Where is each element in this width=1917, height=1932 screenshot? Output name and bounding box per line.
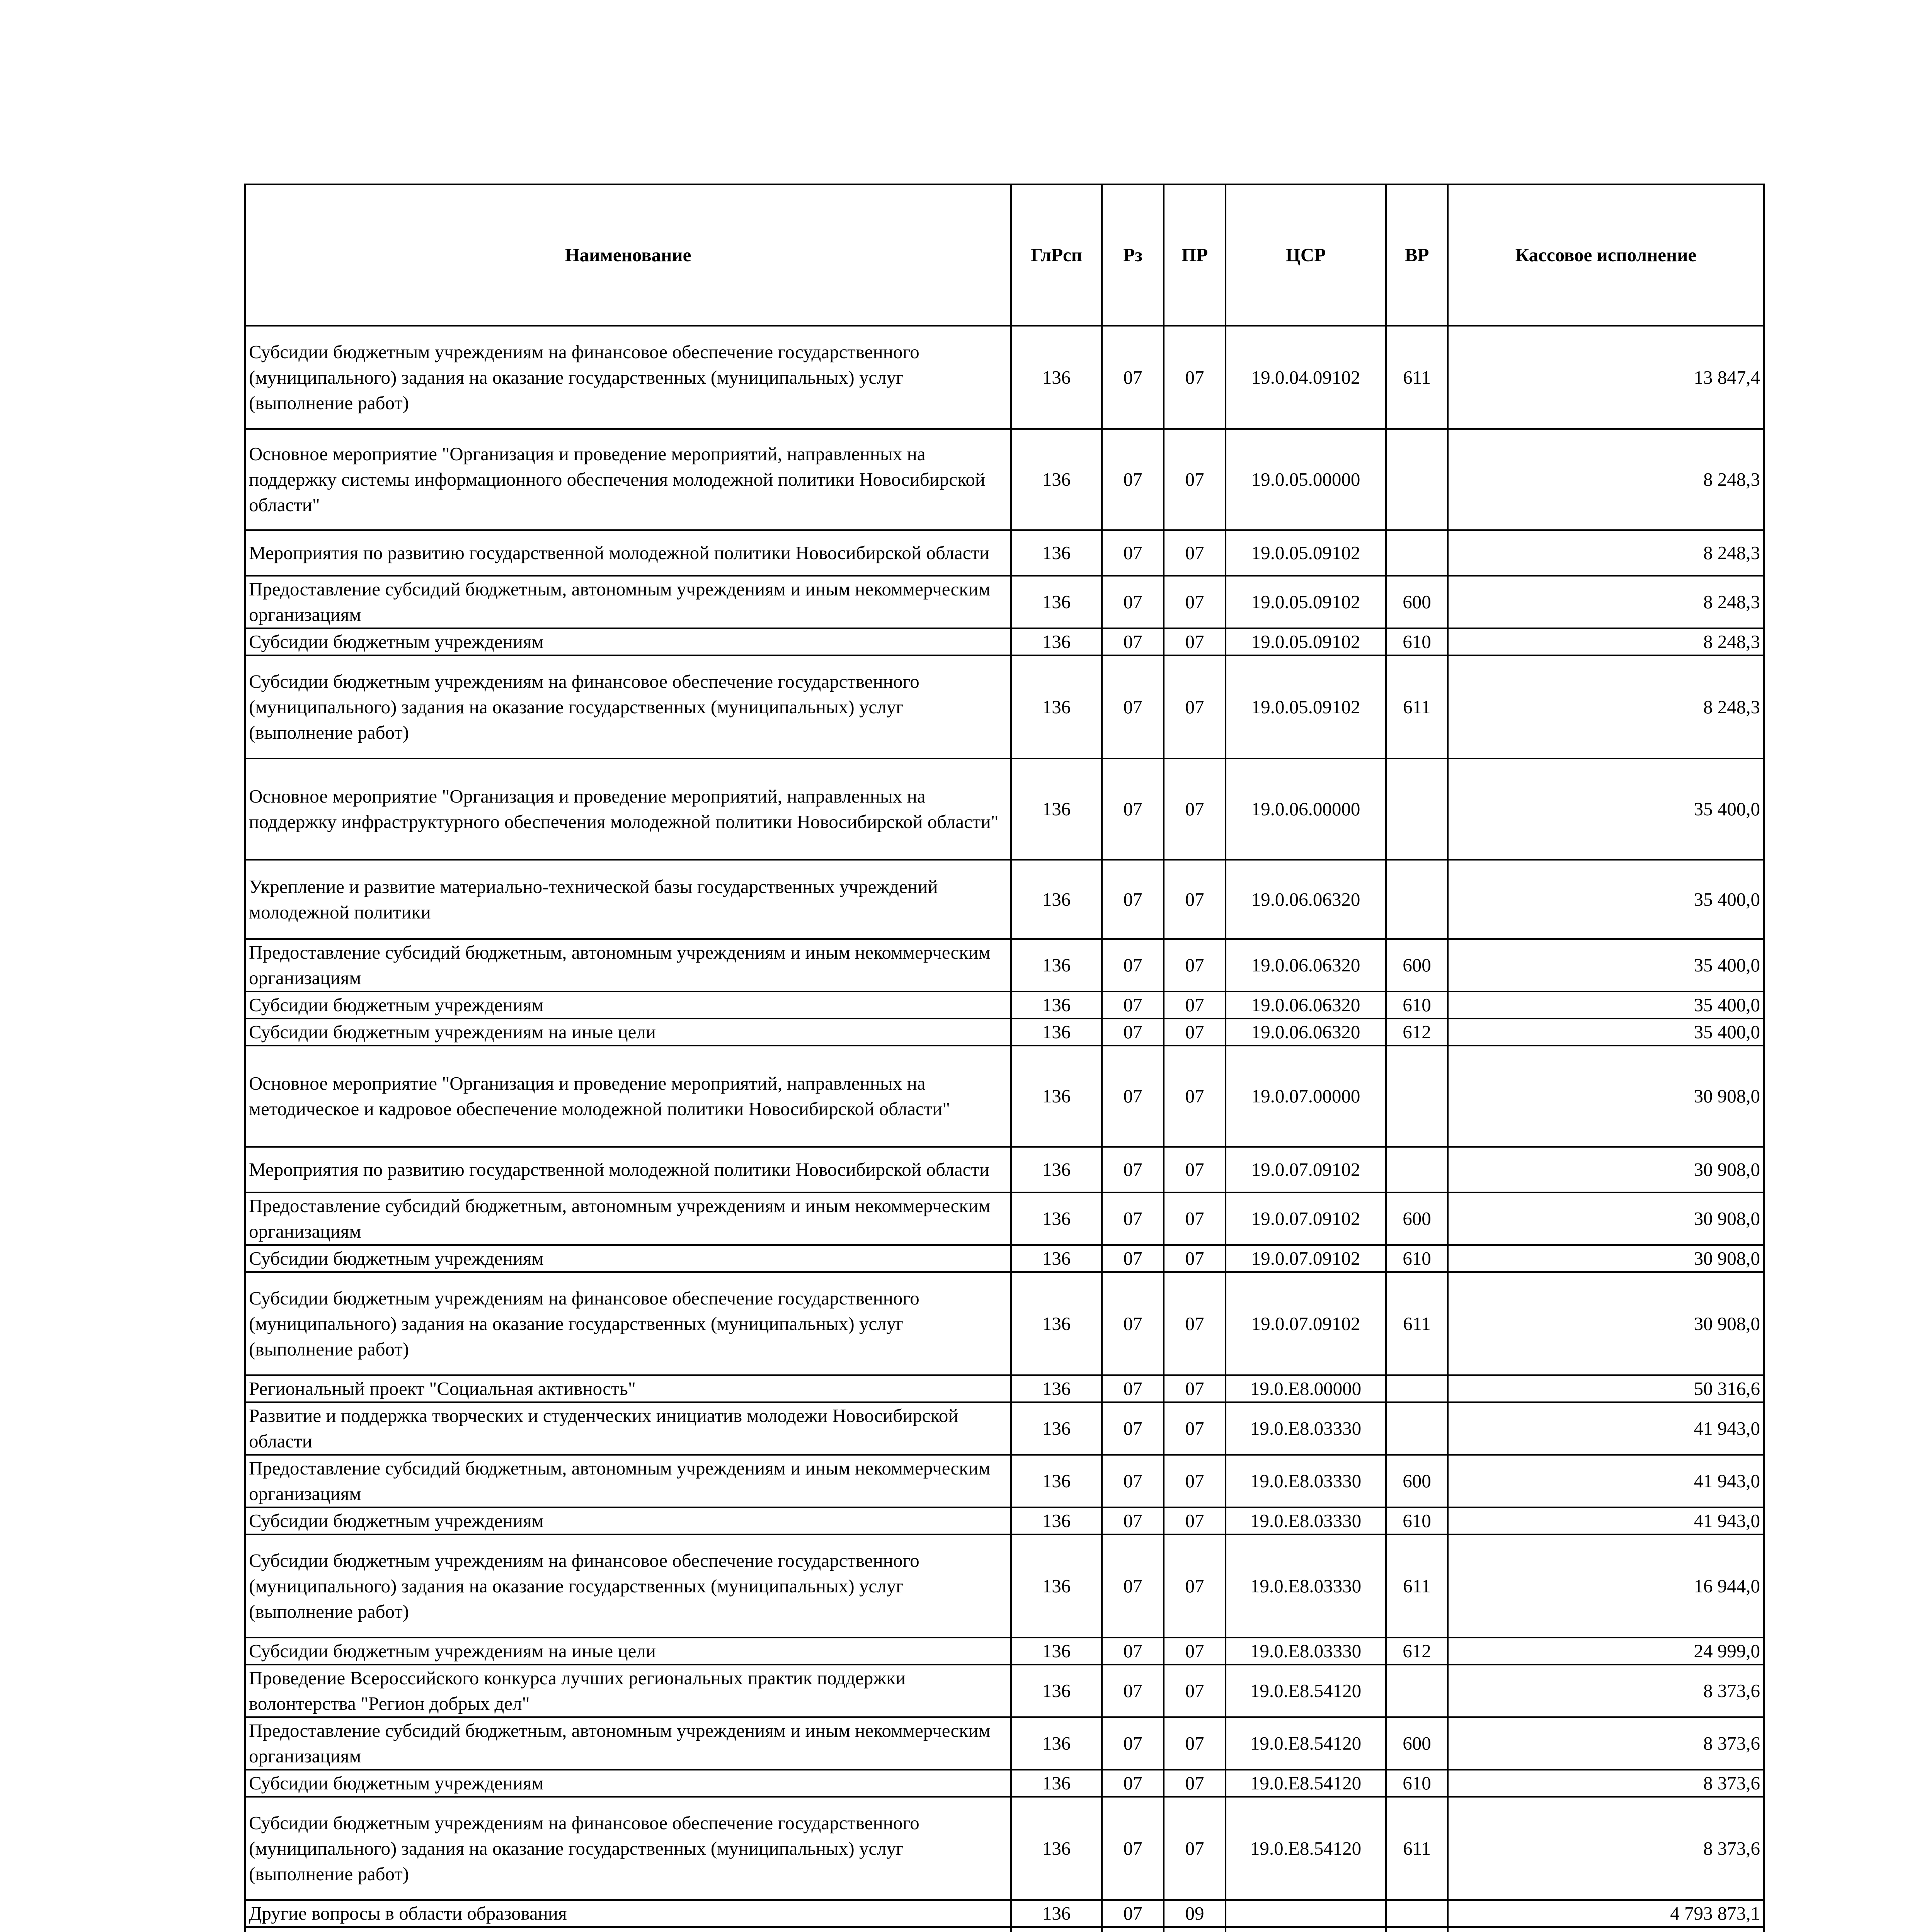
header-glrsp: ГлРсп xyxy=(1011,184,1102,326)
cell-vr xyxy=(1386,1147,1448,1192)
cell-vr: 610 xyxy=(1386,1507,1448,1534)
cell-glrsp: 136 xyxy=(1011,1638,1102,1665)
cell-amount: 35 400,0 xyxy=(1448,860,1764,939)
header-vr: ВР xyxy=(1386,184,1448,326)
cell-glrsp: 136 xyxy=(1011,1046,1102,1147)
cell-amount: 16 944,0 xyxy=(1448,1534,1764,1638)
cell-vr: 600 xyxy=(1386,939,1448,992)
cell-vr: 600 xyxy=(1386,576,1448,628)
cell-pr: 07 xyxy=(1164,1402,1226,1455)
cell-csr: 19.0.05.09102 xyxy=(1226,576,1386,628)
cell-pr: 09 xyxy=(1164,1900,1226,1927)
cell-amount: 35 400,0 xyxy=(1448,759,1764,860)
cell-amount: 8 248,3 xyxy=(1448,655,1764,759)
cell-name: Субсидии бюджетным учреждениям на финансовое обеспечение государственного (муниципального) задания на оказание государственных (муниципальных) услуг (выполнение работ) xyxy=(245,1797,1011,1900)
table-row xyxy=(245,1927,1764,1932)
cell-pr: 07 xyxy=(1164,1638,1226,1665)
cell-rz: 07 xyxy=(1102,530,1164,576)
cell-csr: 19.0.06.00000 xyxy=(1226,759,1386,860)
cell-glrsp: 136 xyxy=(1011,759,1102,860)
cell-glrsp: 136 xyxy=(1011,992,1102,1019)
cell-pr: 07 xyxy=(1164,655,1226,759)
cell-csr: 19.0.E8.03330 xyxy=(1226,1534,1386,1638)
cell-csr: 19.0.E8.54120 xyxy=(1226,1665,1386,1717)
cell-vr: 600 xyxy=(1386,1192,1448,1245)
cell-rz: 07 xyxy=(1102,1665,1164,1717)
cell-glrsp: 136 xyxy=(1011,1455,1102,1507)
cell-rz: 07 xyxy=(1102,1147,1164,1192)
table-row xyxy=(245,530,1764,576)
cell-vr xyxy=(1386,1046,1448,1147)
cell-glrsp: 136 xyxy=(1011,1900,1102,1927)
cell-glrsp: 136 xyxy=(1011,860,1102,939)
cell-name: Основное мероприятие "Организация и проведение мероприятий, направленных на методическое и кадровое обеспечение молодежной политики Новосибирской области" xyxy=(245,1046,1011,1147)
cell-name: Субсидии бюджетным учреждениям xyxy=(245,992,1011,1019)
cell-pr: 07 xyxy=(1164,1797,1226,1900)
cell-name: Проведение Всероссийского конкурса лучших региональных практик поддержки волонтерства "Регион добрых дел" xyxy=(245,1665,1011,1717)
cell-vr: 611 xyxy=(1386,326,1448,429)
cell-name: Субсидии бюджетным учреждениям на финансовое обеспечение государственного (муниципального) задания на оказание государственных (муниципальных) услуг (выполнение работ) xyxy=(245,1534,1011,1638)
cell-rz: 07 xyxy=(1102,1375,1164,1402)
header-amount: Кассовое исполнение xyxy=(1448,184,1764,326)
cell-name: Предоставление субсидий бюджетным, автономным учреждениям и иным некоммерческим организациям xyxy=(245,1192,1011,1245)
cell-pr: 07 xyxy=(1164,1534,1226,1638)
cell-vr: 610 xyxy=(1386,628,1448,655)
cell-glrsp: 136 xyxy=(1011,429,1102,530)
cell-amount: 35 400,0 xyxy=(1448,939,1764,992)
table-row xyxy=(245,628,1764,655)
cell-csr: 19.0.05.09102 xyxy=(1226,655,1386,759)
cell-pr: 07 xyxy=(1164,1455,1226,1507)
cell-csr: 19.0.E8.03330 xyxy=(1226,1455,1386,1507)
cell-name: Субсидии бюджетным учреждениям xyxy=(245,1507,1011,1534)
table-row xyxy=(245,326,1764,429)
cell-rz: 07 xyxy=(1102,1046,1164,1147)
cell-rz: 07 xyxy=(1102,628,1164,655)
cell-vr: 612 xyxy=(1386,1638,1448,1665)
table-row xyxy=(245,1375,1764,1402)
cell-rz: 07 xyxy=(1102,655,1164,759)
table-row xyxy=(245,1455,1764,1507)
cell-amount: 8 248,3 xyxy=(1448,429,1764,530)
cell-pr: 07 xyxy=(1164,429,1226,530)
cell-csr: 19.0.E8.03330 xyxy=(1226,1638,1386,1665)
cell-pr: 07 xyxy=(1164,1046,1226,1147)
table-row xyxy=(245,860,1764,939)
cell-name: Мероприятия по развитию государственной молодежной политики Новосибирской области xyxy=(245,1147,1011,1192)
table-row xyxy=(245,1192,1764,1245)
cell-rz: 07 xyxy=(1102,759,1164,860)
cell-name: Другие вопросы в области образования xyxy=(245,1900,1011,1927)
cell-csr: 19.0.E8.54120 xyxy=(1226,1717,1386,1770)
cell-name: Предоставление субсидий бюджетным, автономным учреждениям и иным некоммерческим организациям xyxy=(245,1455,1011,1507)
table-row xyxy=(245,1046,1764,1147)
cell-rz: 07 xyxy=(1102,1638,1164,1665)
cell-vr xyxy=(1386,759,1448,860)
cell-glrsp: 136 xyxy=(1011,1797,1102,1900)
cell-amount: 30 908,0 xyxy=(1448,1272,1764,1375)
table-row xyxy=(245,1638,1764,1665)
cell-rz: 07 xyxy=(1102,576,1164,628)
cell-csr: 19.0.E8.03330 xyxy=(1226,1507,1386,1534)
cell-pr: 07 xyxy=(1164,1375,1226,1402)
table-row xyxy=(245,1147,1764,1192)
cell-amount: 35 400,0 xyxy=(1448,1019,1764,1046)
table-row xyxy=(245,655,1764,759)
cell-rz: 07 xyxy=(1102,1272,1164,1375)
cell-amount: 8 373,6 xyxy=(1448,1717,1764,1770)
cell-glrsp: 136 xyxy=(1011,1375,1102,1402)
table-row xyxy=(245,1019,1764,1046)
cell-glrsp: 136 xyxy=(1011,628,1102,655)
cell-csr: 19.0.06.06320 xyxy=(1226,1019,1386,1046)
cell-rz: 07 xyxy=(1102,326,1164,429)
table-row xyxy=(245,1797,1764,1900)
cell-vr xyxy=(1386,1375,1448,1402)
header-name: Наименование xyxy=(245,184,1011,326)
cell-csr xyxy=(1226,1900,1386,1927)
cell-amount: 30 908,0 xyxy=(1448,1245,1764,1272)
table-header-row xyxy=(245,184,1764,326)
cell-name: Субсидии бюджетным учреждениям xyxy=(245,628,1011,655)
cell-amount: 30 908,0 xyxy=(1448,1192,1764,1245)
table-row xyxy=(245,1534,1764,1638)
cell-pr: 07 xyxy=(1164,326,1226,429)
cell-name: Субсидии бюджетным учреждениям на финансовое обеспечение государственного (муниципального) задания на оказание государственных (муниципальных) услуг (выполнение работ) xyxy=(245,1272,1011,1375)
cell-vr: 611 xyxy=(1386,1534,1448,1638)
header-csr: ЦСР xyxy=(1226,184,1386,326)
cell-amount: 30 908,0 xyxy=(1448,1046,1764,1147)
cell-vr xyxy=(1386,1900,1448,1927)
cell-pr: 07 xyxy=(1164,1770,1226,1797)
cell-csr: 19.0.05.09102 xyxy=(1226,530,1386,576)
cell-glrsp: 136 xyxy=(1011,1717,1102,1770)
cell-vr: 600 xyxy=(1386,1717,1448,1770)
table-body xyxy=(245,326,1764,1932)
cell-rz: 07 xyxy=(1102,1770,1164,1797)
cell-rz: 07 xyxy=(1102,1455,1164,1507)
table-row xyxy=(245,1717,1764,1770)
cell-glrsp: 136 xyxy=(1011,655,1102,759)
cell-amount: 41 943,0 xyxy=(1448,1455,1764,1507)
cell-name: Субсидии бюджетным учреждениям на иные цели xyxy=(245,1638,1011,1665)
cell-glrsp: 136 xyxy=(1011,1770,1102,1797)
cell-csr: 19.0.E8.54120 xyxy=(1226,1797,1386,1900)
cell-name: Развитие и поддержка творческих и студенческих инициатив молодежи Новосибирской области xyxy=(245,1402,1011,1455)
cell-rz: 07 xyxy=(1102,992,1164,1019)
cell-rz: 07 xyxy=(1102,1717,1164,1770)
cell-csr: 19.0.05.09102 xyxy=(1226,628,1386,655)
cell-name: Предоставление субсидий бюджетным, автономным учреждениям и иным некоммерческим организациям xyxy=(245,1717,1011,1770)
cell-amount: 13 847,4 xyxy=(1448,326,1764,429)
cell-csr: 19.0.E8.03330 xyxy=(1226,1402,1386,1455)
cell-amount: 8 248,3 xyxy=(1448,576,1764,628)
cell-rz xyxy=(1102,1927,1164,1932)
cell-glrsp: 136 xyxy=(1011,326,1102,429)
cell-csr: 19.0.07.09102 xyxy=(1226,1192,1386,1245)
header-rz: Рз xyxy=(1102,184,1164,326)
cell-glrsp: 136 xyxy=(1011,1665,1102,1717)
cell-rz: 07 xyxy=(1102,1019,1164,1046)
cell-vr: 600 xyxy=(1386,1455,1448,1507)
cell-pr: 07 xyxy=(1164,1665,1226,1717)
cell-amount: 8 373,6 xyxy=(1448,1770,1764,1797)
cell-csr: 19.0.07.00000 xyxy=(1226,1046,1386,1147)
cell-pr: 07 xyxy=(1164,1717,1226,1770)
cell-name: Мероприятия по развитию государственной молодежной политики Новосибирской области xyxy=(245,530,1011,576)
cell-vr: 610 xyxy=(1386,1245,1448,1272)
cell-rz: 07 xyxy=(1102,860,1164,939)
budget-execution-table xyxy=(244,184,1765,1932)
cell-name: Субсидии бюджетным учреждениям xyxy=(245,1770,1011,1797)
cell-glrsp: 136 xyxy=(1011,939,1102,992)
table-row xyxy=(245,1272,1764,1375)
cell-amount: 41 943,0 xyxy=(1448,1402,1764,1455)
cell-vr xyxy=(1386,429,1448,530)
cell-pr: 07 xyxy=(1164,1019,1226,1046)
cell-csr: 19.0.04.09102 xyxy=(1226,326,1386,429)
cell-glrsp: 136 xyxy=(1011,1272,1102,1375)
cell-name: Субсидии бюджетным учреждениям на финансовое обеспечение государственного (муниципального) задания на оказание государственных (муниципальных) услуг (выполнение работ) xyxy=(245,326,1011,429)
cell-vr xyxy=(1386,1665,1448,1717)
table-row xyxy=(245,759,1764,860)
cell-csr: 19.0.06.06320 xyxy=(1226,860,1386,939)
cell-amount: 24 999,0 xyxy=(1448,1638,1764,1665)
table-row xyxy=(245,1245,1764,1272)
cell-pr: 07 xyxy=(1164,1192,1226,1245)
table-row xyxy=(245,1402,1764,1455)
cell-csr: 19.0.05.00000 xyxy=(1226,429,1386,530)
table-row xyxy=(245,576,1764,628)
cell-name: Субсидии бюджетным учреждениям на иные цели xyxy=(245,1019,1011,1046)
cell-csr: 19.0.E8.54120 xyxy=(1226,1770,1386,1797)
cell-pr: 07 xyxy=(1164,992,1226,1019)
cell-amount: 41 943,0 xyxy=(1448,1507,1764,1534)
cell-vr: 611 xyxy=(1386,1797,1448,1900)
cell-vr: 611 xyxy=(1386,1272,1448,1375)
cell-amount: 8 248,3 xyxy=(1448,628,1764,655)
cell-pr: 07 xyxy=(1164,860,1226,939)
table-row xyxy=(245,1507,1764,1534)
cell-glrsp xyxy=(1011,1927,1102,1932)
cell-glrsp: 136 xyxy=(1011,1019,1102,1046)
cell-amount: 35 400,0 xyxy=(1448,992,1764,1019)
cell-name: Укрепление и развитие материально-технической базы государственных учреждений молодежной политики xyxy=(245,860,1011,939)
cell-name: Основное мероприятие "Организация и проведение мероприятий, направленных на поддержку системы информационного обеспечения молодежной политики Новосибирской области" xyxy=(245,429,1011,530)
cell-glrsp: 136 xyxy=(1011,1507,1102,1534)
cell-glrsp: 136 xyxy=(1011,530,1102,576)
cell-glrsp: 136 xyxy=(1011,576,1102,628)
cell-vr xyxy=(1386,530,1448,576)
cell-pr: 07 xyxy=(1164,939,1226,992)
cell-amount: 8 248,3 xyxy=(1448,530,1764,576)
cell-rz: 07 xyxy=(1102,1797,1164,1900)
cell-vr: 612 xyxy=(1386,1019,1448,1046)
cell-name: Субсидии бюджетным учреждениям на финансовое обеспечение государственного (муниципального) задания на оказание государственных (муниципальных) услуг (выполнение работ) xyxy=(245,655,1011,759)
cell-vr: 610 xyxy=(1386,992,1448,1019)
cell-name xyxy=(245,1927,1011,1932)
cell-rz: 07 xyxy=(1102,1402,1164,1455)
cell-glrsp: 136 xyxy=(1011,1534,1102,1638)
cell-rz: 07 xyxy=(1102,1900,1164,1927)
cell-name: Основное мероприятие "Организация и проведение мероприятий, направленных на поддержку инфраструктурного обеспечения молодежной политики Новосибирской области" xyxy=(245,759,1011,860)
cell-pr xyxy=(1164,1927,1226,1932)
cell-pr: 07 xyxy=(1164,576,1226,628)
table-row xyxy=(245,1665,1764,1717)
cell-csr: 19.0.06.06320 xyxy=(1226,992,1386,1019)
cell-pr: 07 xyxy=(1164,530,1226,576)
cell-glrsp: 136 xyxy=(1011,1245,1102,1272)
cell-csr: 19.0.E8.00000 xyxy=(1226,1375,1386,1402)
cell-amount: 8 373,6 xyxy=(1448,1797,1764,1900)
cell-pr: 07 xyxy=(1164,1272,1226,1375)
cell-csr xyxy=(1226,1927,1386,1932)
cell-vr xyxy=(1386,860,1448,939)
cell-rz: 07 xyxy=(1102,1507,1164,1534)
cell-name: Предоставление субсидий бюджетным, автономным учреждениям и иным некоммерческим организациям xyxy=(245,576,1011,628)
cell-amount: 30 908,0 xyxy=(1448,1147,1764,1192)
cell-pr: 07 xyxy=(1164,1147,1226,1192)
table-row xyxy=(245,429,1764,530)
cell-csr: 19.0.06.06320 xyxy=(1226,939,1386,992)
cell-glrsp: 136 xyxy=(1011,1402,1102,1455)
cell-name: Субсидии бюджетным учреждениям xyxy=(245,1245,1011,1272)
cell-vr xyxy=(1386,1927,1448,1932)
cell-pr: 07 xyxy=(1164,628,1226,655)
cell-vr xyxy=(1386,1402,1448,1455)
table-row xyxy=(245,1900,1764,1927)
table-row xyxy=(245,939,1764,992)
cell-amount: 8 373,6 xyxy=(1448,1665,1764,1717)
cell-amount xyxy=(1448,1927,1764,1932)
cell-rz: 07 xyxy=(1102,939,1164,992)
cell-rz: 07 xyxy=(1102,1534,1164,1638)
cell-pr: 07 xyxy=(1164,759,1226,860)
cell-amount: 50 316,6 xyxy=(1448,1375,1764,1402)
cell-rz: 07 xyxy=(1102,1245,1164,1272)
cell-amount: 4 793 873,1 xyxy=(1448,1900,1764,1927)
cell-name: Региональный проект "Социальная активность" xyxy=(245,1375,1011,1402)
header-pr: ПР xyxy=(1164,184,1226,326)
cell-csr: 19.0.07.09102 xyxy=(1226,1147,1386,1192)
cell-vr: 610 xyxy=(1386,1770,1448,1797)
cell-glrsp: 136 xyxy=(1011,1192,1102,1245)
cell-name: Предоставление субсидий бюджетным, автономным учреждениям и иным некоммерческим организациям xyxy=(245,939,1011,992)
cell-rz: 07 xyxy=(1102,429,1164,530)
cell-glrsp: 136 xyxy=(1011,1147,1102,1192)
cell-vr: 611 xyxy=(1386,655,1448,759)
table-row xyxy=(245,992,1764,1019)
cell-csr: 19.0.07.09102 xyxy=(1226,1245,1386,1272)
cell-rz: 07 xyxy=(1102,1192,1164,1245)
cell-pr: 07 xyxy=(1164,1245,1226,1272)
table-row xyxy=(245,1770,1764,1797)
cell-pr: 07 xyxy=(1164,1507,1226,1534)
cell-csr: 19.0.07.09102 xyxy=(1226,1272,1386,1375)
